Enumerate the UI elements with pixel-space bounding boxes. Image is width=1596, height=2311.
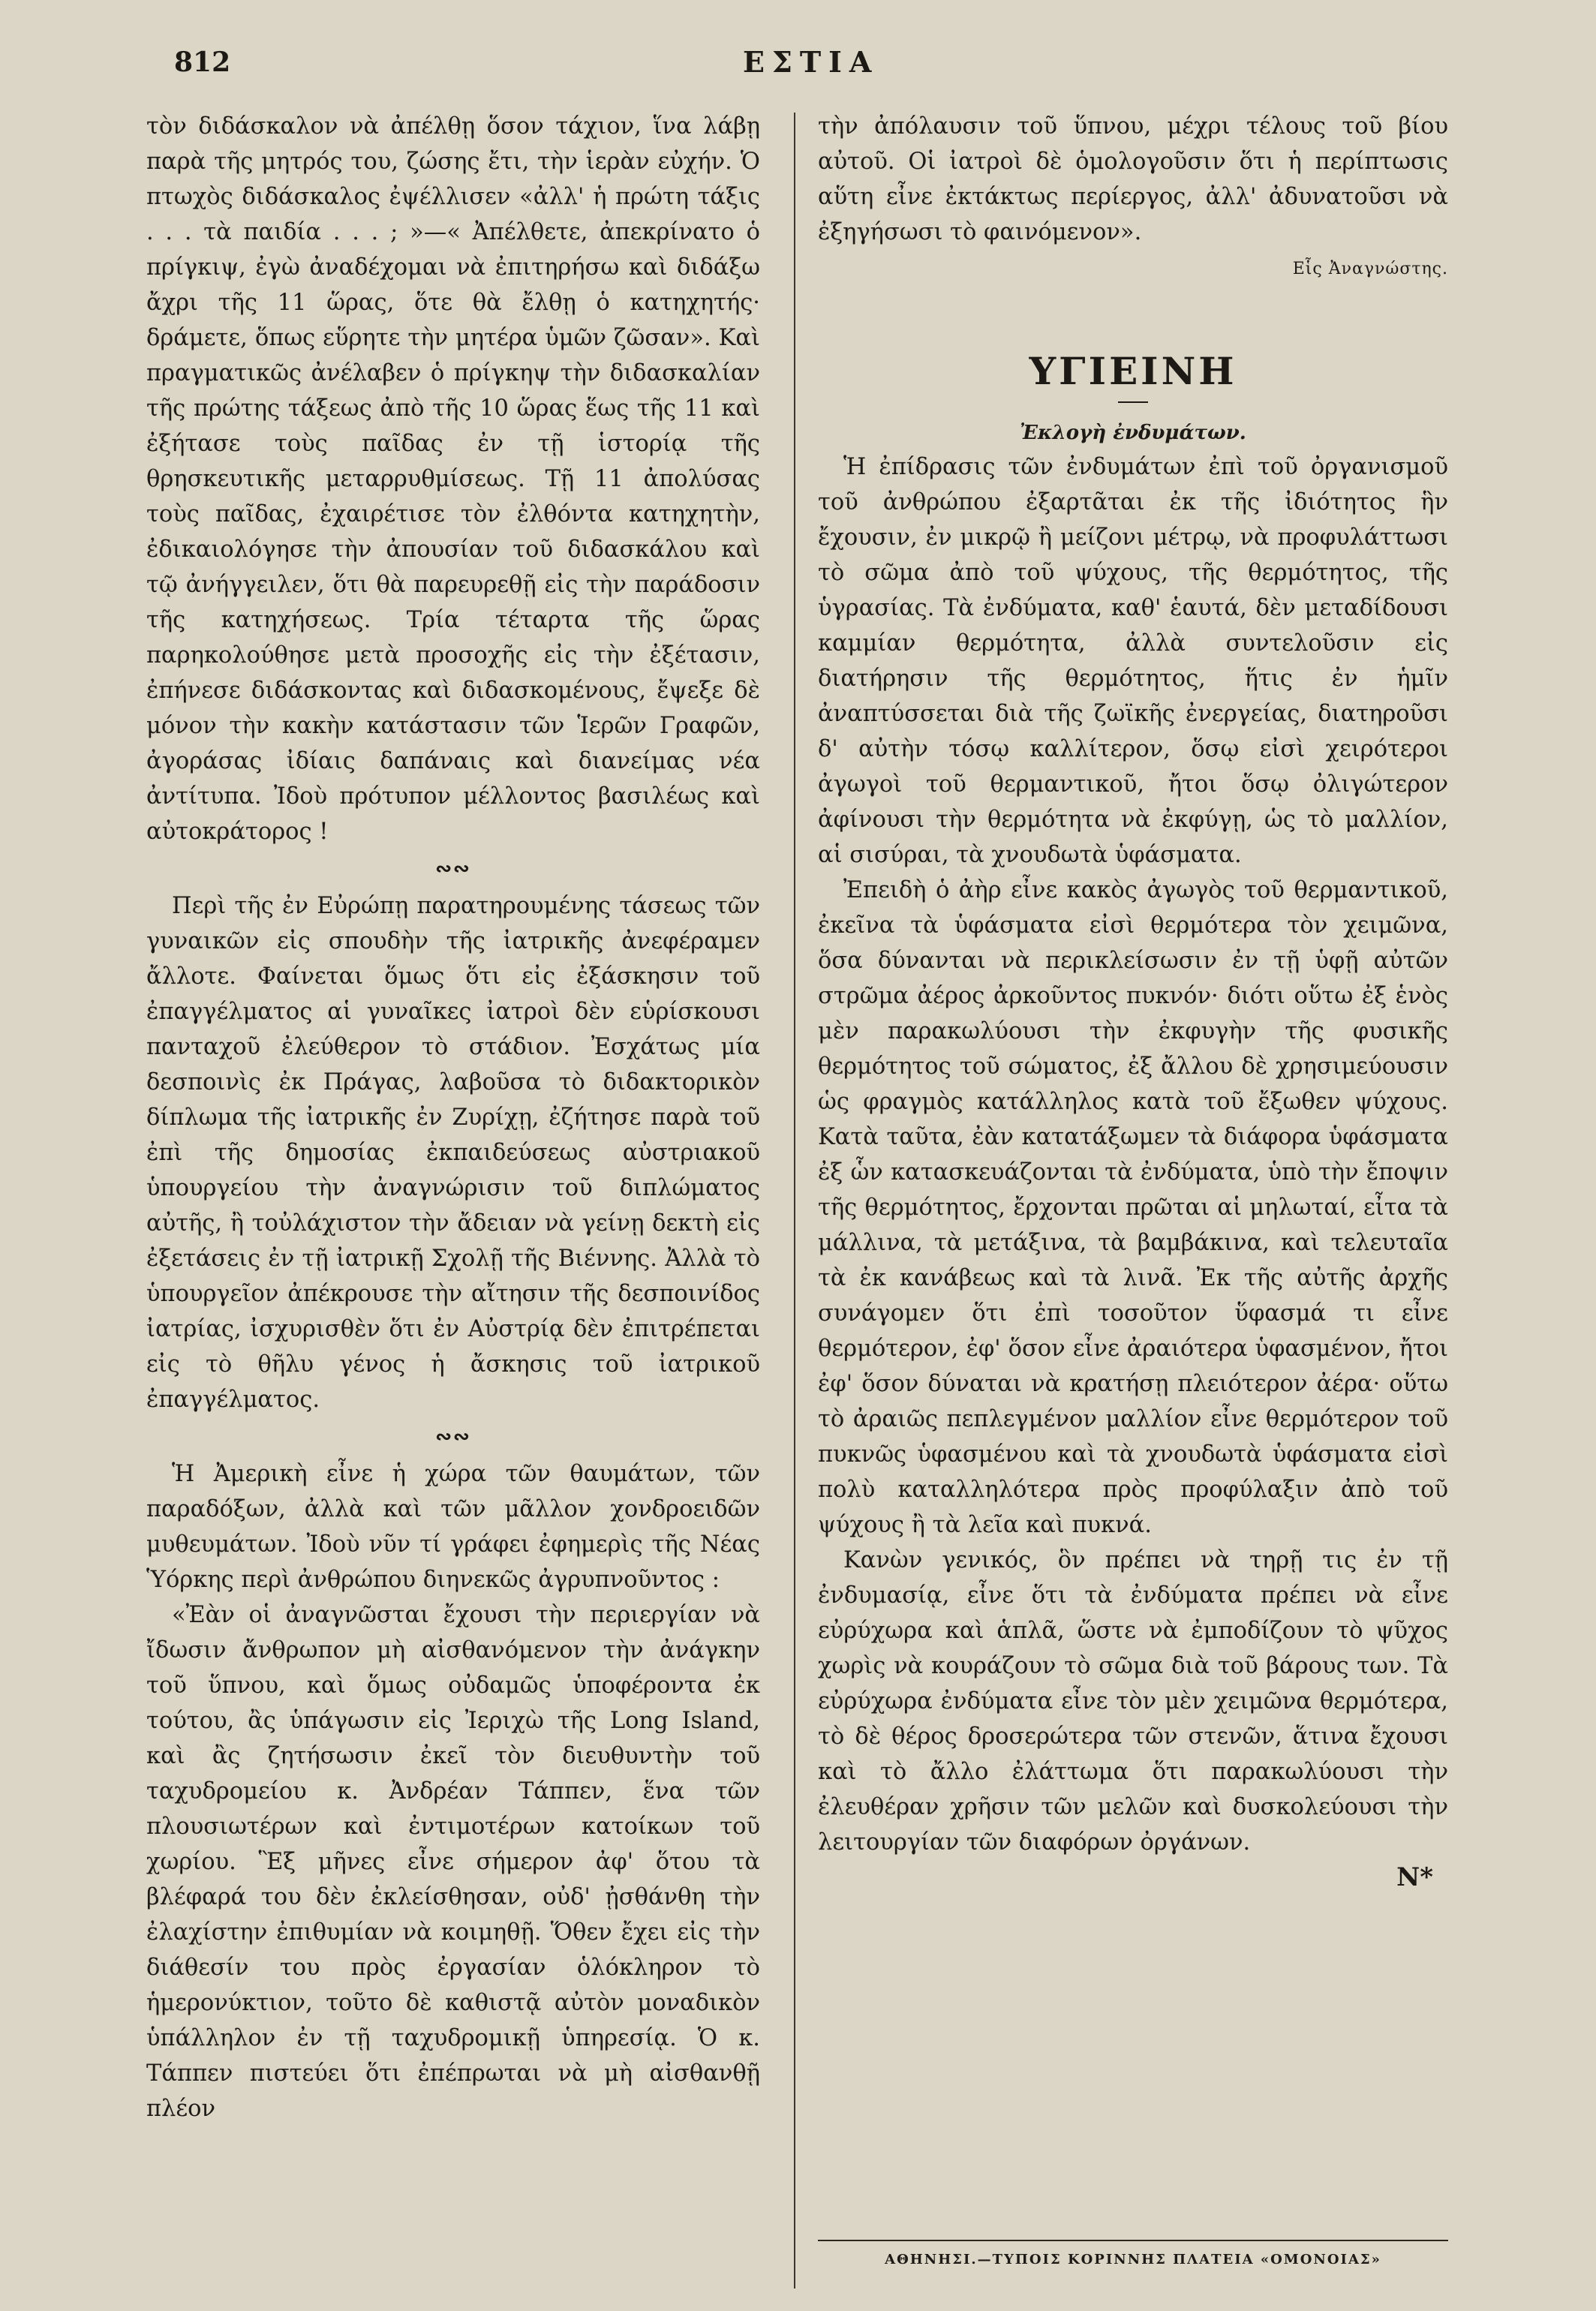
section-ornament: ∾∾ [435, 1426, 471, 1448]
column-divider [794, 113, 795, 2288]
left-column [146, 109, 760, 2126]
article-paragraph: Ἡ Ἀμερικὴ εἶνε ἡ χώρα τῶν θαυμάτων, τῶν παραδόξων, ἀλλὰ καὶ τῶν μᾶλλον χονδροειδῶν μυθευμάτων. Ἰδοὺ νῦν τί γράφει ἐφημερὶς τῆς Νέας Ὑόρκης περὶ ἀνθρώπου διηνεκῶς ἀγρυπνοῦντος : [146, 1461, 760, 1593]
section-ornament: ∾∾ [435, 858, 471, 880]
article-paragraph: Ἡ ἐπίδρασις τῶν ἐνδυμάτων ἐπὶ τοῦ ὀργανισμοῦ τοῦ ἀνθρώπου ἐξαρτᾶται ἐκ τῆς ἰδιότητος ἣν ἔχουσιν, ἐν μικρῷ ἢ μείζονι μέτρῳ, νὰ προφυλάττωσι τὸ σῶμα ἀπὸ τοῦ ψύχους, τῆς θερμότητος, τῆς ὑγρασίας. Τὰ ἐνδύματα, καθ' ἑαυτά, δὲν μεταδίδουσι καμμίαν θερμότητα, ἀλλὰ συντελοῦσιν εἰς διατήρησιν τῆς θερμότητος, ἥτις ἐν ἡμῖν ἀναπτύσσεται διὰ τῆς ζωϊκῆς ἐνεργείας, διατηροῦσι δ' αὐτὴν τόσῳ καλλίτερον, ὅσῳ εἰσὶ χειρότεροι ἀγωγοὶ τοῦ θερμαντικοῦ, ἤτοι ὅσῳ ὀλιγώτερον ἀφίνουσι τὴν θερμότητα νὰ ἐκφύγῃ, ὡς τὸ μαλλίον, αἱ σισύραι, τὰ χνουδωτὰ ὑφάσματα. [818, 454, 1448, 868]
article-paragraph: τὴν ἀπόλαυσιν τοῦ ὕπνου, μέχρι τέλους τοῦ βίου αὐτοῦ. Οἱ ἰατροὶ δὲ ὁμολογοῦσιν ὅτι ἡ περίπτωσις αὕτη εἶνε ἐκτάκτως περίεργος, ἀλλ' ἀδυνατοῦσι νὰ ἐξηγήσωσι τὸ φαινόμενον». [818, 113, 1448, 245]
article-paragraph: Περὶ τῆς ἐν Εὐρώπῃ παρατηρουμένης τάσεως τῶν γυναικῶν εἰς σπουδὴν τῆς ἰατρικῆς ἀνεφέραμεν ἄλλοτε. Φαίνεται ὅμως ὅτι εἰς ἐξάσκησιν τοῦ ἐπαγγέλματος αἱ γυναῖκες ἰατροὶ δὲν εὑρίσκουσι πανταχοῦ ἐλεύθερον τὸ στάδιον. Ἐσχάτως μία δεσποινὶς ἐκ Πράγας, λαβοῦσα τὸ διδακτορικὸν δίπλωμα τῆς ἰατρικῆς ἐν Ζυρίχῃ, ἐζήτησε παρὰ τοῦ ἐπὶ τῆς δημοσίας ἐκπαιδεύσεως αὐστριακοῦ ὑπουργείου τὴν ἀναγνώρισιν τοῦ διπλώματος αὐτῆς, ἢ τοὐλάχιστον τὴν ἄδειαν νὰ γείνῃ δεκτὴ εἰς ἐξετάσεις ἐν τῇ ἰατρικῇ Σχολῇ τῆς Βιέννης. Ἀλλὰ τὸ ὑπουργεῖον ἀπέκρουσε τὴν αἴτησιν τῆς δεσποινίδος ἰατρίας, ἰσχυρισθὲν ὅτι ἐν Αὐστρίᾳ δὲν ἐπιτρέπεται εἰς τὸ θῆλυ γένος ἡ ἄσκησις τοῦ ἰατρικοῦ ἐπαγγέλματος. [146, 893, 760, 1413]
publication-title: ΕΣΤΙΑ [743, 45, 879, 79]
right-column [818, 109, 1448, 1895]
article-paragraph: τὸν διδάσκαλον νὰ ἀπέλθῃ ὅσον τάχιον, ἵνα λάβῃ παρὰ τῆς μητρός του, ζώσης ἔτι, τὴν ἱερὰν εὐχήν. Ὁ πτωχὸς διδάσκαλος ἐψέλλισεν «ἀλλ' ἡ πρώτη τάξις . . . τὰ παιδία . . . ; »—« Ἀπέλθετε, ἀπεκρίνατο ὁ πρίγκιψ, ἐγὼ ἀναδέχομαι νὰ ἐπιτηρήσω καὶ διδάξω ἄχρι τῆς 11 ὥρας, ὅτε θὰ ἔλθῃ ὁ κατηχητής· δράμετε, ὅπως εὕρητε τὴν μητέρα ὑμῶν ζῶσαν». Καὶ πραγματικῶς ἀνέλαβεν ὁ πρίγκηψ τὴν διδασκαλίαν τῆς πρώτης τάξεως ἀπὸ τῆς 10 ὥρας ἕως τῆς 11 καὶ ἐξήτασε τοὺς παῖδας ἐν τῇ ἱστορίᾳ τῆς θρησκευτικῆς μεταρρυθμίσεως. Τῇ 11 ἀπολύσας τοὺς παῖδας, ἐχαιρέτισε τὸν ἐλθόντα κατηχητὴν, ἐδικαιολόγησε τὴν ἀπουσίαν τοῦ διδασκάλου καὶ τῷ ἀνήγγειλεν, ὅτι θὰ παρευρεθῇ εἰς τὴν παράδοσιν τῆς κατηχήσεως. Τρία τέταρτα τῆς ὥρας παρηκολούθησε μετὰ προσοχῆς εἰς τὴν ἐξέτασιν, ἐπήνεσε διδάσκοντας καὶ διδασκομένους, ἔψεξε δὲ μόνον τὴν κακὴν κατάστασιν τῶν Ἱερῶν Γραφῶν, ἀγοράσας ἰδίαις δαπάναις καὶ διανείμας νέα ἀντίτυπα. Ἰδοὺ πρότυπον μέλλοντος βασιλέως καὶ αὐτοκράτορος ! [146, 113, 760, 845]
article-paragraph: «Ἐὰν οἱ ἀναγνῶσται ἔχουσι τὴν περιεργίαν νὰ ἴδωσιν ἄνθρωπον μὴ αἰσθανόμενον τὴν ἀνάγκην τοῦ ὕπνου, καὶ ὅμως οὐδαμῶς ὑποφέροντα ἐκ τούτου, ἂς ὑπάγωσιν εἰς Ἰεριχὼ τῆς Long Island, καὶ ἂς ζητήσωσιν ἐκεῖ τὸν διευθυντὴν τοῦ ταχυδρομείου κ. Ἀνδρέαν Τάππεν, ἕνα τῶν πλουσιωτέρων καὶ ἐντιμοτέρων κατοίκων τοῦ χωρίου. Ἓξ μῆνες εἶνε σήμερον ἀφ' ὅτου τὰ βλέφαρά του δὲν ἐκλείσθησαν, οὐδ' ᾐσθάνθη τὴν ἐλαχίστην ἐπιθυμίαν νὰ κοιμηθῇ. Ὅθεν ἔχει εἰς τὴν διάθεσίν του πρὸς ἐργασίαν ὁλόκληρον τὸ ἡμερονύκτιον, τοῦτο δὲ καθιστᾷ αὐτὸν μοναδικὸν ὑπάλληλον ἐν τῇ ταχυδρομικῇ ὑπηρεσίᾳ. Ὁ κ. Τάππεν πιστεύει ὅτι ἐπέπρωται νὰ μὴ αἰσθανθῇ πλέον [146, 1602, 760, 2122]
reader-signature: Εἷς Ἀναγνώστης. [1292, 260, 1448, 278]
section-heading: ΥΓΙΕΙΝΗ [1029, 349, 1237, 393]
author-signature: Ν* [1396, 1862, 1433, 1892]
printer-imprint: ΑΘΗΝΗΣΙ.—ΤΥΠΟΙΣ ΚΟΡΙΝΝΗΣ ΠΛΑΤΕΙΑ «ΟΜΟΝΟΙΑΣ» [818, 2240, 1448, 2267]
article-paragraph: Κανὼν γενικός, ὃν πρέπει νὰ τηρῇ τις ἐν τῇ ἐνδυμασίᾳ, εἶνε ὅτι τὰ ἐνδύματα πρέπει νὰ εἶνε εὐρύχωρα καὶ ἁπλᾶ, ὥστε νὰ ἐμποδίζουν τὸ ψῦχος χωρὶς νὰ κουράζουν τὸ σῶμα διὰ τοῦ βάρους των. Τὰ εὐρύχωρα ἐνδύματα εἶνε τὸν μὲν χειμῶνα θερμότερα, τὸ δὲ θέρος δροσερώτερα τῶν στενῶν, ἅτινα ἔχουσι καὶ τὸ ἄλλο ἐλάττωμα ὅτι παρακωλύουσι τὴν ἐλευθέραν χρῆσιν τῶν μελῶν καὶ δυσκολεύουσι τὴν λειτουργίαν τῶν διαφόρων ὀργάνων. [818, 1547, 1448, 1856]
article-paragraph: Ἐπειδὴ ὁ ἀὴρ εἶνε κακὸς ἀγωγὸς τοῦ θερμαντικοῦ, ἐκεῖνα τὰ ὑφάσματα εἰσὶ θερμότερα τὸν χειμῶνα, ὅσα δύνανται νὰ περικλείσωσιν ἐν τῇ ὑφῇ αὐτῶν στρῶμα ἀέρος ἀρκοῦντος πυκνόν· διότι οὕτω ἐξ ἑνὸς μὲν παρακωλύουσι τὴν ἐκφυγὴν τῆς φυσικῆς θερμότητος τοῦ σώματος, ἐξ ἄλλου δὲ χρησιμεύουσιν ὡς φραγμὸς κατάλληλος κατὰ τοῦ ἔξωθεν ψύχους. Κατὰ ταῦτα, ἐὰν κατατάξωμεν τὰ διάφορα ὑφάσματα ἐξ ὧν κατασκευάζονται τὰ ἐνδύματα, ὑπὸ τὴν ἔποψιν τῆς θερμότητος, ἔρχονται πρῶται αἱ μηλωταί, εἶτα τὰ μάλλινα, τὰ μετάξινα, τὰ βαμβάκινα, καὶ τελευταῖα τὰ ἐκ κανάβεως καὶ τὰ λινᾶ. Ἐκ τῆς αὐτῆς ἀρχῆς συνάγομεν ὅτι ἐπὶ τοσοῦτον ὕφασμά τι εἶνε θερμότερον, ἐφ' ὅσον εἶνε ἀραιότερα ὑφασμένον, ἤτοι ἐφ' ὅσον δύναται νὰ κρατήσῃ πλειότερον ἀέρα· οὕτω τὸ ἀραιῶς πεπλεγμένον μαλλίον εἶνε θερμότερον τοῦ πυκνῶς ὑφασμένου καὶ τὰ χνουδωτὰ ὑφάσματα εἰσὶ πολὺ καταλληλότερα πρὸς προφύλαξιν ἀπὸ τοῦ ψύχους ἢ τὰ λεῖα καὶ πυκνά. [818, 877, 1448, 1538]
heading-rule [1118, 401, 1148, 403]
page-number: 812 [174, 47, 231, 78]
section-subheading: Ἐκλογὴ ἐνδυμάτων. [1020, 422, 1246, 444]
